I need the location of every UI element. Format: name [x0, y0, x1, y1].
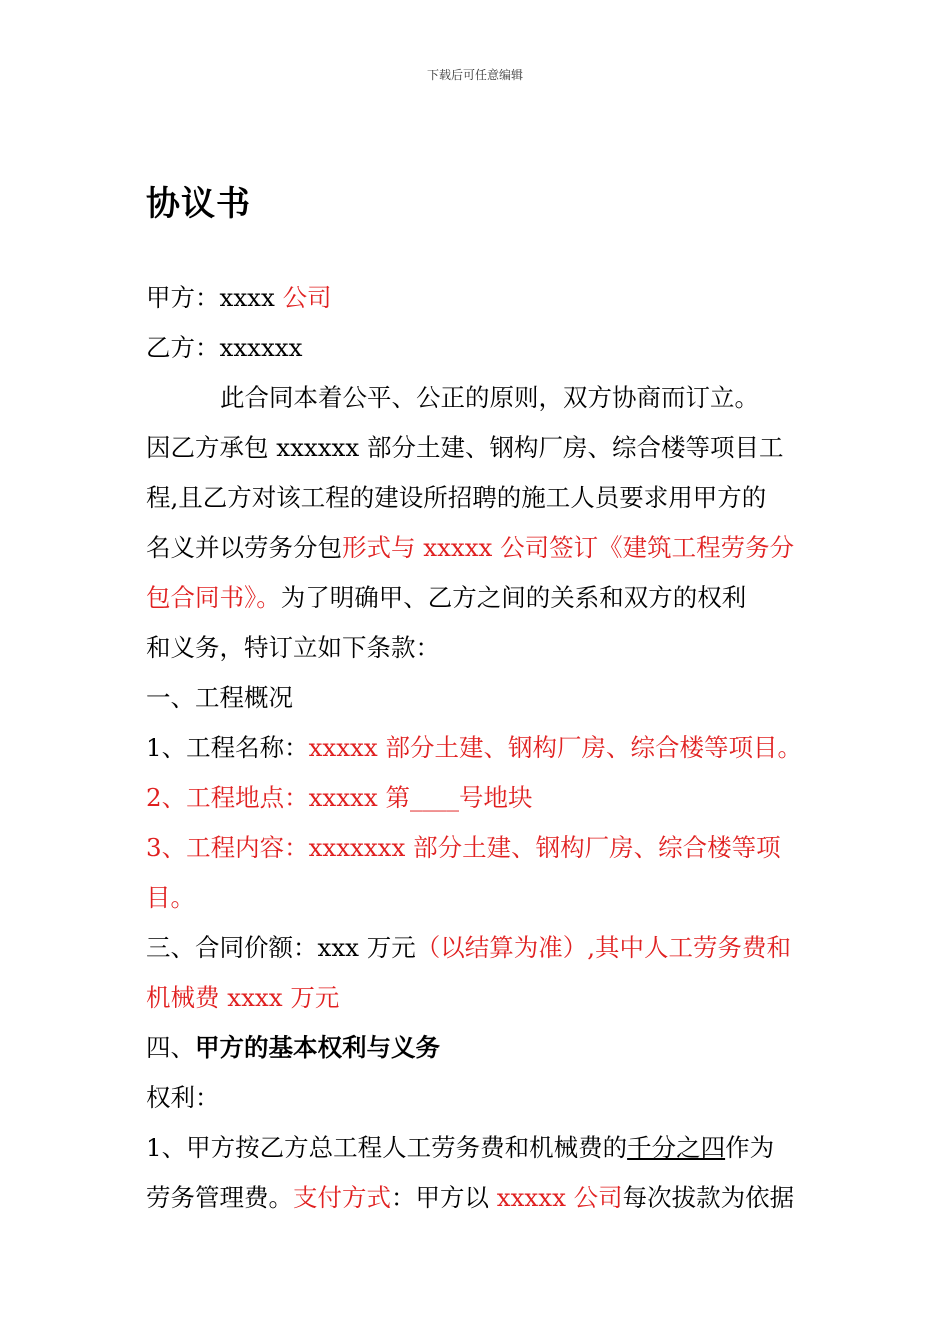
- text-segment: xxxxx 公司: [496, 1183, 623, 1212]
- text-segment: 乙方：xxxxxx: [146, 333, 303, 362]
- text-segment: 3、工程内容：xxxxxxx 部分土建、钢构厂房、综合楼等项: [146, 833, 781, 862]
- text-segment: 一、工程概况: [146, 683, 293, 712]
- text-line: [146, 1123, 816, 1173]
- text-line: [146, 573, 816, 623]
- text-segment: ：甲方以: [391, 1183, 497, 1212]
- text-line: [146, 823, 816, 873]
- text-segment: 此合同本着公平、公正的原则，双方协商而订立。: [220, 383, 759, 412]
- text-line: [146, 1073, 816, 1123]
- text-segment: 每次拔款为依据: [622, 1183, 795, 1212]
- text-line: [146, 973, 816, 1023]
- text-segment: 甲方的基本权利与义务: [195, 1033, 440, 1062]
- text-segment: 目。: [146, 883, 195, 912]
- text-segment: 机械费 xxxx 万元: [146, 983, 340, 1012]
- text-segment: 权利：: [146, 1083, 220, 1112]
- text-line: [146, 673, 816, 723]
- text-segment: 名义并以劳务分包: [146, 533, 342, 562]
- text-line: [146, 423, 816, 473]
- text-line: [146, 273, 816, 323]
- text-line: [146, 773, 816, 823]
- text-segment: 2、工程地点：xxxxx 第: [146, 783, 410, 812]
- text-segment: xxxxx 部分土建、钢构厂房、综合楼等项目。: [308, 733, 802, 762]
- text-segment: 三、合同价额：xxx 万元: [146, 933, 416, 962]
- text-segment: 1、甲方按乙方总工程人工劳务费和机械费的: [146, 1133, 628, 1162]
- text-segment: 为了明确甲、乙方之间的关系和双方的权利: [280, 583, 747, 612]
- text-segment: 包合同书》。: [146, 583, 281, 612]
- text-line: [146, 873, 816, 923]
- text-line: [146, 523, 816, 573]
- text-segment: 支付方式: [293, 1183, 391, 1212]
- text-segment: 作为: [725, 1133, 775, 1162]
- text-line: [146, 623, 816, 673]
- text-segment: 因乙方承包 xxxxxx 部分土建、钢构厂房、综合楼等项目工: [146, 433, 784, 462]
- text-line: [146, 923, 816, 973]
- text-segment: 四、: [146, 1033, 195, 1062]
- text-segment: 形式与 xxxxx 公司签订《建筑工程劳务分: [342, 533, 795, 562]
- text-line: [146, 323, 816, 373]
- text-segment: 号地块: [458, 783, 533, 812]
- document-title: 协议书: [146, 184, 251, 224]
- text-line: [146, 723, 816, 773]
- text-segment: 和义务，特订立如下条款：: [146, 633, 440, 662]
- text-segment: 公司: [282, 283, 332, 312]
- text-segment: 程,且乙方对该工程的建设所招聘的施工人员要求用甲方的: [146, 483, 767, 512]
- document-body: [146, 273, 816, 1223]
- text-line: [146, 1023, 816, 1073]
- text-segment: 千分之四: [627, 1133, 726, 1162]
- text-segment: ____: [409, 783, 459, 812]
- page-header: 下载后可任意编辑: [426, 68, 523, 82]
- text-segment: （以结算为准）,其中人工劳务费和: [415, 933, 792, 962]
- text-segment: 1、工程名称：: [146, 733, 309, 762]
- text-line: [146, 1173, 816, 1223]
- text-line: [146, 473, 816, 523]
- text-line: [146, 373, 816, 423]
- text-segment: 劳务管理费。: [146, 1183, 293, 1212]
- text-segment: 甲方：xxxx: [146, 283, 283, 312]
